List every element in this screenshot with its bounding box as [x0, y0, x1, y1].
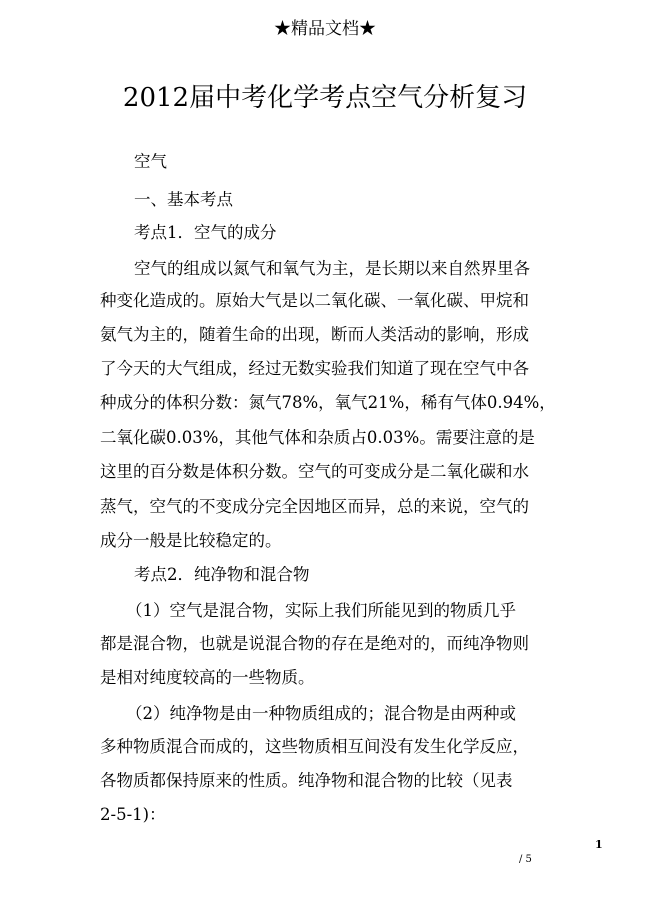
- heading-basic-points: 一、基本考点: [134, 190, 233, 209]
- paragraph-line: 种成分的体积分数：氮气78%，氧气21%，稀有气体0.94%，: [100, 393, 556, 412]
- paragraph-line: 多种物质混合而成的，这些物质相互间没有发生化学反应，: [100, 737, 529, 756]
- point-1-heading: 考点1．空气的成分: [134, 223, 277, 242]
- paragraph-line: 各物质都保持原来的性质。纯净物和混合物的比较（见表: [100, 771, 513, 790]
- paragraph-line: 空气的组成以氮气和氧气为主，是长期以来自然界里各: [134, 259, 530, 278]
- paragraph-line: 蒸气，空气的不变成分完全因地区而异，总的来说，空气的: [100, 497, 529, 516]
- page-count: / 5: [519, 854, 532, 865]
- paragraph-line: 是相对纯度较高的一些物质。: [100, 668, 315, 687]
- paragraph-line: 二氧化碳0.03%，其他气体和杂质占0.03%。需要注意的是: [100, 428, 535, 447]
- paragraph-line: 氨气为主的，随着生命的出现，断而人类活动的影响，形成: [100, 325, 529, 344]
- paragraph-line: 了今天的大气组成，经过无数实验我们知道了现在空气中各: [100, 359, 529, 378]
- paragraph-line: （2）纯净物是由一种物质组成的；混合物是由两种或: [126, 704, 516, 723]
- paragraph-line: 2-5-1)：: [100, 805, 166, 824]
- header-banner: ★精品文档★: [274, 19, 376, 39]
- corner-page-number: 1: [595, 838, 603, 851]
- paragraph-line: 这里的百分数是体积分数。空气的可变成分是二氧化碳和水: [100, 462, 529, 481]
- paragraph-line: （1）空气是混合物，实际上我们所能见到的物质几乎: [126, 601, 516, 620]
- paragraph-line: 都是混合物，也就是说混合物的存在是绝对的，而纯净物则: [100, 634, 529, 653]
- point-2-heading: 考点2．纯净物和混合物: [134, 565, 310, 584]
- paragraph-line: 种变化造成的。原始大气是以二氧化碳、一氧化碳、甲烷和: [100, 291, 529, 310]
- document-title: 2012届中考化学考点空气分析复习: [122, 83, 528, 113]
- section-label: 空气: [134, 152, 167, 171]
- paragraph-line: 成分一般是比较稳定的。: [100, 531, 282, 550]
